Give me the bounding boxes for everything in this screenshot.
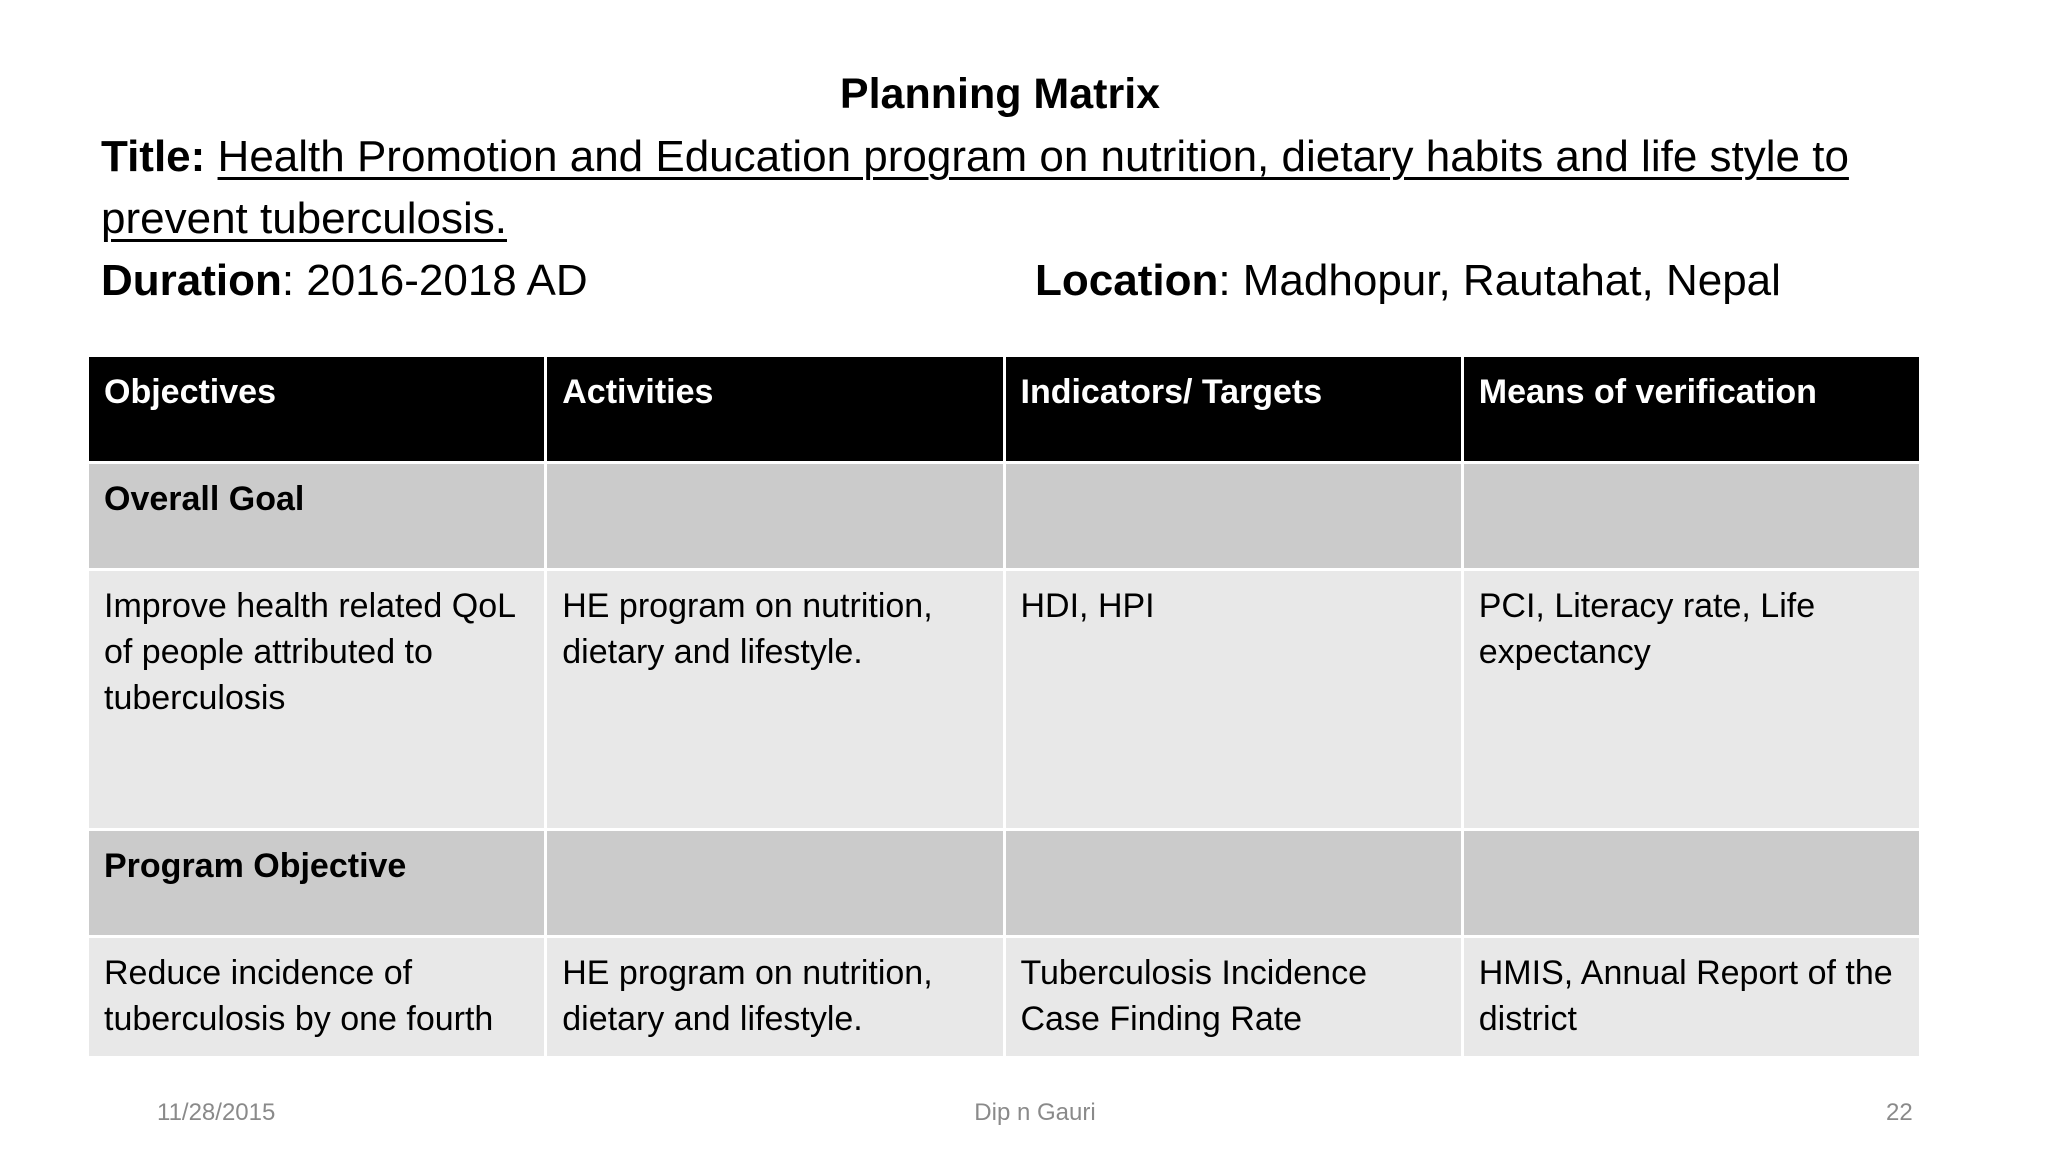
empty-cell [1462, 463, 1920, 570]
objective-activity-cell: HE program on nutrition, dietary and lifestyle. [546, 937, 1004, 1058]
location [1035, 250, 1781, 312]
duration-value: : 2016-2018 AD [281, 256, 588, 305]
meta-row [101, 250, 1901, 312]
location-value: : Madhopur, Rautahat, Nepal [1218, 256, 1781, 305]
empty-cell [1462, 830, 1920, 937]
title-text: Health Promotion and Education program on nutrition, dietary habits and life style to prevent tuberculosis. [101, 132, 1849, 243]
goal-objective-cell: Improve health related QoL of people attributed to tuberculosis [88, 570, 546, 830]
table-row [88, 937, 1921, 1058]
title-label: Title: [101, 132, 206, 181]
objective-indicator-cell: Tuberculosis Incidence Case Finding Rate [1004, 937, 1462, 1058]
goal-indicator-cell: HDI, HPI [1004, 570, 1462, 830]
footer-date: 11/28/2015 [157, 1099, 276, 1126]
empty-cell [1004, 830, 1462, 937]
header-means-of-verification: Means of verification [1462, 356, 1920, 463]
table-header-row [88, 356, 1921, 463]
overall-goal-label: Overall Goal [88, 463, 546, 570]
header-objectives: Objectives [88, 356, 546, 463]
empty-cell [546, 463, 1004, 570]
footer-page-number: 22 [1886, 1099, 1913, 1126]
goal-verification-cell: PCI, Literacy rate, Life expectancy [1462, 570, 1920, 830]
duration-label: Duration [101, 256, 282, 305]
footer-author: Dip n Gauri [974, 1099, 1096, 1126]
empty-cell [1004, 463, 1462, 570]
header-indicators-targets: Indicators/ Targets [1004, 356, 1462, 463]
location-label: Location [1035, 256, 1219, 305]
program-objective-label: Program Objective [88, 830, 546, 937]
header-activities: Activities [546, 356, 1004, 463]
duration [101, 250, 588, 312]
overall-goal-section-row [88, 463, 1921, 570]
objective-verification-cell: HMIS, Annual Report of the district [1462, 937, 1920, 1058]
objective-objective-cell: Reduce incidence of tuberculosis by one fourth [88, 937, 546, 1058]
goal-activity-cell: HE program on nutrition, dietary and lifestyle. [546, 570, 1004, 830]
program-objective-section-row [88, 830, 1921, 937]
program-title [101, 126, 1881, 250]
planning-matrix-table [86, 354, 1922, 1059]
slide-heading: Planning Matrix [839, 70, 1161, 118]
table-row [88, 570, 1921, 830]
empty-cell [546, 830, 1004, 937]
